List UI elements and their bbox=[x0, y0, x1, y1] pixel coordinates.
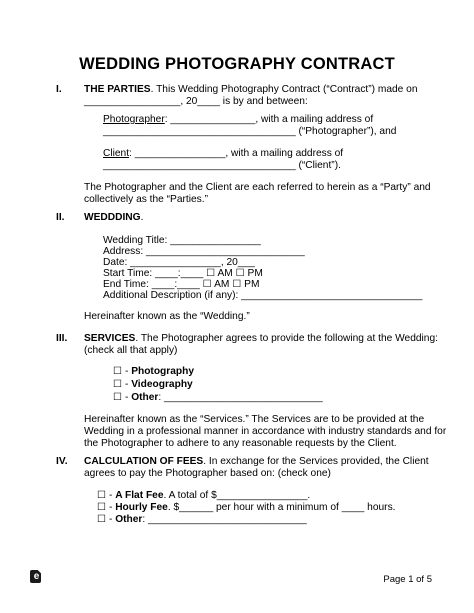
photographer-text-1: : _______________, with a mailing address of bbox=[164, 114, 374, 125]
fee-flat-label: A Flat Fee bbox=[115, 490, 164, 501]
section-1-line-1 bbox=[84, 84, 418, 97]
section-3-text-1: . The Photographer agrees to provide the following at the Wedding: bbox=[135, 333, 438, 344]
client-line-2: __________________________________ (“Client”). bbox=[103, 160, 341, 171]
services-note-3: the Photographer to adhere to any reasonable requests by the Client. bbox=[84, 438, 397, 449]
fee-hourly[interactable] bbox=[97, 502, 396, 515]
fee-other[interactable] bbox=[97, 514, 307, 527]
service-other-label: Other bbox=[131, 392, 159, 403]
section-1-number: I. bbox=[56, 84, 62, 95]
checkbox-fee-other[interactable]: ☐ - bbox=[97, 514, 116, 525]
fee-flat[interactable] bbox=[97, 490, 310, 503]
service-photography[interactable] bbox=[113, 366, 194, 379]
parties-note-2: collectively as the “Parties.” bbox=[84, 194, 208, 205]
section-4-heading: CALCULATION OF FEES bbox=[84, 456, 204, 467]
fee-other-blank: : ____________________________ bbox=[142, 514, 307, 525]
client-label: Client bbox=[103, 148, 130, 159]
section-2-heading-tail: . bbox=[140, 212, 144, 223]
section-1-heading: THE PARTIES bbox=[84, 84, 151, 95]
fee-hourly-text: . $______ per hour with a minimum of ____ hours. bbox=[167, 502, 396, 513]
wedding-description-line: Additional Description (if any): ________________________________ bbox=[103, 290, 423, 301]
photographer-line-1 bbox=[103, 114, 373, 127]
page-number: Page 1 of 5 bbox=[383, 574, 432, 585]
section-4-line-2: agrees to pay the Photographer based on: (check one) bbox=[84, 468, 331, 479]
section-3-heading: SERVICES bbox=[84, 333, 136, 344]
fee-flat-text: . A total of $________________. bbox=[163, 490, 311, 501]
photographer-label: Photographer bbox=[103, 114, 165, 125]
checkbox-service-other[interactable]: ☐ - bbox=[113, 392, 132, 403]
section-4-line-1 bbox=[84, 456, 429, 469]
wedding-end-time-line: End Time: ____:____ ☐ AM ☐ PM bbox=[103, 279, 260, 290]
section-3-line-1 bbox=[84, 333, 438, 346]
checkbox-hourly-fee[interactable]: ☐ - bbox=[97, 502, 116, 513]
section-4-number: IV. bbox=[56, 456, 68, 467]
wedding-start-time-line: Start Time: ____:____ ☐ AM ☐ PM bbox=[103, 268, 263, 279]
services-note-1: Hereinafter known as the “Services.” The Services are to be provided at the bbox=[84, 414, 425, 425]
wedding-hereinafter: Hereinafter known as the “Wedding.” bbox=[84, 311, 250, 322]
photographer-line-2: __________________________________ (“Photographer”), and bbox=[103, 126, 397, 137]
section-3-number: III. bbox=[56, 333, 68, 344]
checkbox-videography[interactable]: ☐ - bbox=[113, 379, 132, 390]
services-note-2: Wedding in a professional manner in accordance with industry standards and for bbox=[84, 426, 447, 437]
service-photography-label: Photography bbox=[131, 366, 195, 377]
document-title: WEDDING PHOTOGRAPHY CONTRACT bbox=[79, 55, 395, 73]
eforms-logo-letter: e bbox=[33, 571, 40, 582]
section-4-text-1: . In exchange for the Services provided, the Client bbox=[203, 456, 429, 467]
section-2-number: II. bbox=[56, 212, 65, 223]
client-line-1 bbox=[103, 148, 343, 161]
wedding-address-line: Address: ____________________________ bbox=[103, 246, 305, 257]
section-2-heading: WEDDDING bbox=[84, 212, 141, 223]
checkbox-flat-fee[interactable]: ☐ - bbox=[97, 490, 116, 501]
section-3-line-2: (check all that apply) bbox=[84, 345, 178, 356]
service-other[interactable] bbox=[113, 392, 323, 405]
wedding-date-line: Date: ________________, 20___ bbox=[103, 257, 255, 268]
section-1-text-1: . This Wedding Photography Contract (“Contract”) made on bbox=[150, 84, 418, 95]
service-videography[interactable] bbox=[113, 379, 193, 392]
service-videography-label: Videography bbox=[131, 379, 193, 390]
fee-hourly-label: Hourly Fee bbox=[115, 502, 168, 513]
service-other-blank: : ____________________________ bbox=[158, 392, 323, 403]
client-text-1: : ________________, with a mailing address of bbox=[129, 148, 344, 159]
section-2-line-1 bbox=[84, 212, 143, 225]
checkbox-photography[interactable]: ☐ - bbox=[113, 366, 132, 377]
parties-note-1: The Photographer and the Client are each referred to herein as a “Party” and bbox=[84, 182, 431, 193]
fee-other-label: Other bbox=[115, 514, 143, 525]
wedding-title-line: Wedding Title: ________________ bbox=[103, 235, 261, 246]
section-1-line-2: _________________, 20____ is by and between: bbox=[84, 96, 308, 107]
